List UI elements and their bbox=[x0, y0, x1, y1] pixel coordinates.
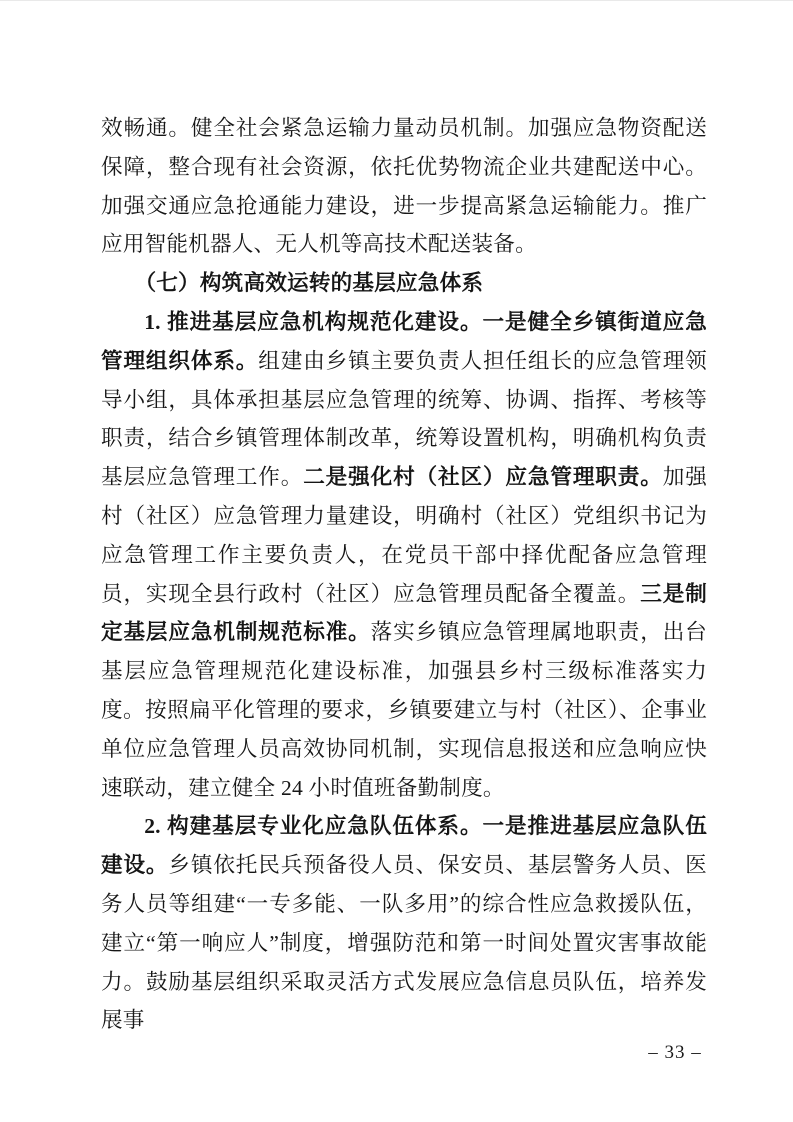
item1-point3-bold: 三是制定基层应急机制规范标准。 bbox=[101, 581, 707, 645]
paragraph-continuation bbox=[101, 109, 707, 264]
paragraph-continuation-text: 效畅通。健全社会紧急运输力量动员机制。加强应急物资配送保障，整合现有社会资源，依托优势物流企业共建配送中心。加强交通应急抢通能力建设，进一步提高紧急运输能力。推广应用智能机器人、无人机等高技术配送装备。 bbox=[101, 116, 707, 257]
item1-point2-bold: 二是强化村（社区）应急管理职责。 bbox=[303, 465, 663, 490]
item2-text-1: 乡镇依托民兵预备役人员、保安员、基层警务人员、医务人员等组建“一专多能、一队多用”的综合性应急救援队伍，建立“第一响应人”制度，增强防范和第一时间处置灾害事故能力。鼓励基层组织采取灵活方式发展应急信息员队伍，培养发展事 bbox=[101, 853, 707, 1033]
item1-text-3: 落实乡镇应急管理属地职责，出台基层应急管理规范化建设标准，加强县乡村三级标准落实力度。按照扁平化管理的要求，乡镇要建立与村（社区）、企事业单位应急管理人员高效协同机制，实现信息报送和应急响应快速联动，建立健全 24 小时值班备勤制度。 bbox=[101, 620, 707, 800]
paragraph-item-1 bbox=[101, 303, 707, 807]
item1-text-2: 加强村（社区）应急管理力量建设，明确村（社区）党组织书记为应急管理工作主要负责人，在党员干部中择优配备应急管理员，实现全县行政村（社区）应急管理员配备全覆盖。 bbox=[101, 465, 707, 606]
paragraph-item-2 bbox=[101, 807, 707, 1040]
document-body bbox=[101, 109, 707, 1040]
item2-lead-bold: 2. 构建基层专业化应急队伍体系。一是推进基层应急队伍建设。 bbox=[101, 814, 707, 878]
item1-lead-bold: 1. 推进基层应急机构规范化建设。一是健全乡镇街道应急管理组织体系。 bbox=[101, 309, 707, 373]
item1-text-1: 组建由乡镇主要负责人担任组长的应急管理领导小组，具体承担基层应急管理的统筹、协调、指挥、考核等职责，结合乡镇管理体制改革，统筹设置机构，明确机构负责基层应急管理工作。 bbox=[101, 348, 707, 490]
section-heading-7-text: （七）构筑高效运转的基层应急体系 bbox=[134, 271, 484, 296]
section-heading-7 bbox=[101, 264, 707, 303]
page-number: – 33 – bbox=[648, 1042, 702, 1063]
